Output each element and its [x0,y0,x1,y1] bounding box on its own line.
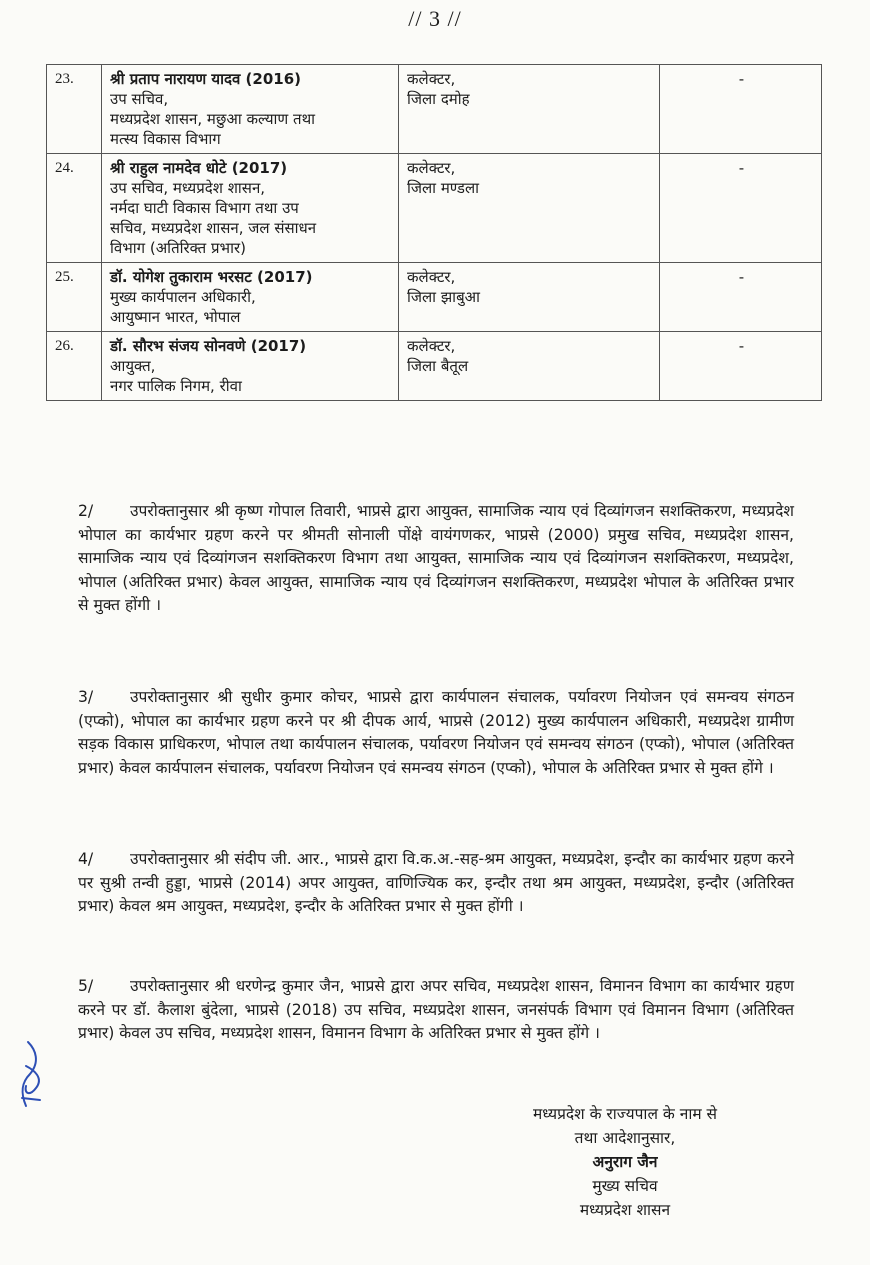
current-post-line: उप सचिव, [110,90,169,108]
current-post-line: मुख्य कार्यपालन अधिकारी, [110,288,256,306]
remark-cell: - [660,154,822,263]
remark-cell: - [660,65,822,154]
page-number: // 3 // [408,6,462,31]
current-post-line: उप सचिव, मध्यप्रदेश शासन, [110,179,266,197]
officer-name: श्री राहुल नामदेव धोटे (2017) [110,159,288,177]
table-row [47,332,822,401]
paragraph-number: 3/ [78,688,94,706]
remark-cell: - [660,263,822,332]
current-post-line: आयुष्मान भारत, भोपाल [110,308,241,326]
current-post-line: मत्स्य विकास विभाग [110,130,221,148]
handwritten-initials [14,1036,50,1116]
officer-name: श्री प्रताप नारायण यादव (2016) [110,70,302,88]
paragraph-number: 4/ [78,850,94,868]
officer-cell [102,154,399,263]
current-post-line: आयुक्त, [110,357,156,375]
signatory-name: अनुराग जैन [592,1153,658,1171]
signature-block [480,1102,770,1222]
new-posting-cell [399,154,660,263]
table-row [47,154,822,263]
paragraph-text: उपरोक्तानुसार श्री संदीप जी. आर., भाप्रसे द्वारा वि.क.अ.-सह-श्रम आयुक्त, मध्यप्रदेश, इन्दौर का कार्यभार ग्रहण करने पर सुश्री तन्वी हुड्डा, भाप्रसे (2014) अपर आयुक्त, वाणिज्यिक कर, इन्दौर तथा श्रम आयुक्त, मध्यप्रदेश, इन्दौर (अतिरिक्त प्रभार) केवल श्रम आयुक्त, मध्यप्रदेश, इन्दौर के अतिरिक्त प्रभार से मुक्त होंगी । [78,850,794,915]
new-posting-cell [399,263,660,332]
paragraph-number: 5/ [78,977,94,995]
paragraph-5 [78,975,794,1046]
current-post-line: नगर पालिक निगम, रीवा [110,377,242,395]
new-post-line: जिला मण्डला [407,179,480,197]
signature-line-1: मध्यप्रदेश के राज्यपाल के नाम से [532,1105,718,1123]
current-post-line: सचिव, मध्यप्रदेश शासन, जल संसाधन [110,219,317,237]
paragraph-text: उपरोक्तानुसार श्री कृष्ण गोपाल तिवारी, भाप्रसे द्वारा आयुक्त, सामाजिक न्याय एवं दिव्यांगजन सशक्तिकरण, मध्यप्रदेश भोपाल का कार्यभार ग्रहण करने पर श्रीमती सोनाली पोंक्षे वायंगणकर, भाप्रसे (2000) प्रमुख सचिव, मध्यप्रदेश शासन, सामाजिक न्याय एवं दिव्यांगजन सशक्तिकरण विभाग तथा आयुक्त, सामाजिक न्याय एवं दिव्यांगजन सशक्तिकरण, मध्यप्रदेश, भोपाल (अतिरिक्त प्रभार) केवल आयुक्त, सामाजिक न्याय एवं दिव्यांगजन सशक्तिकरण, मध्यप्रदेश भोपाल के अतिरिक्त प्रभार से मुक्त होंगी । [78,502,794,614]
new-post-line: कलेक्टर, [407,268,456,286]
officer-cell [102,65,399,154]
serial-number: 26. [47,332,102,401]
serial-number: 25. [47,263,102,332]
paragraph-4 [78,848,794,919]
signatory-designation: मुख्य सचिव [592,1177,658,1195]
new-post-line: जिला झाबुआ [407,288,480,306]
serial-number: 23. [47,65,102,154]
current-post-line: मध्यप्रदेश शासन, मछुआ कल्याण तथा [110,110,316,128]
officer-table [46,64,822,401]
officer-cell [102,263,399,332]
paragraph-text: उपरोक्तानुसार श्री सुधीर कुमार कोचर, भाप्रसे द्वारा कार्यपालन संचालक, पर्यावरण नियोजन एवं समन्वय संगठन (एप्को), भोपाल का कार्यभार ग्रहण करने पर श्री दीपक आर्य, भाप्रसे (2012) मुख्य कार्यपालन अधिकारी, मध्यप्रदेश ग्रामीण सड़क विकास प्राधिकरण, भोपाल तथा कार्यपालन संचालक, पर्यावरण नियोजन एवं समन्वय संगठन (एप्को), भोपाल (अतिरिक्त प्रभार) केवल कार्यपालन संचालक, पर्यावरण नियोजन एवं समन्वय संगठन (एप्को), भोपाल के अतिरिक्त प्रभार से मुक्त होंगे । [78,688,794,777]
current-post-line: नर्मदा घाटी विकास विभाग तथा उप [110,199,299,217]
new-posting-cell [399,65,660,154]
remark-cell: - [660,332,822,401]
signatory-office: मध्यप्रदेश शासन [579,1201,671,1219]
new-post-line: जिला दमोह [407,90,470,108]
new-post-line: कलेक्टर, [407,70,456,88]
paragraph-2 [78,500,794,618]
officer-name: डॉ. योगेश तुकाराम भरसट (2017) [110,268,313,286]
paragraph-text: उपरोक्तानुसार श्री धरणेन्द्र कुमार जैन, भाप्रसे द्वारा अपर सचिव, मध्यप्रदेश शासन, विमानन विभाग का कार्यभार ग्रहण करने पर डॉ. कैलाश बुंदेला, भाप्रसे (2018) उप सचिव, मध्यप्रदेश शासन, जनसंपर्क विभाग एवं विमानन विभाग (अतिरिक्त प्रभार) केवल उप सचिव, मध्यप्रदेश शासन, विमानन विभाग के अतिरिक्त प्रभार से मुक्त होंगे । [78,977,794,1042]
officer-cell [102,332,399,401]
new-post-line: कलेक्टर, [407,159,456,177]
table-row [47,65,822,154]
current-post-line: विभाग (अतिरिक्त प्रभार) [110,239,246,257]
new-posting-cell [399,332,660,401]
paragraph-number: 2/ [78,502,94,520]
serial-number: 24. [47,154,102,263]
signature-line-2: तथा आदेशानुसार, [574,1129,676,1147]
new-post-line: कलेक्टर, [407,337,456,355]
table-row [47,263,822,332]
officer-name: डॉ. सौरभ संजय सोनवणे (2017) [110,337,307,355]
paragraph-3 [78,686,794,780]
new-post-line: जिला बैतूल [407,357,469,375]
